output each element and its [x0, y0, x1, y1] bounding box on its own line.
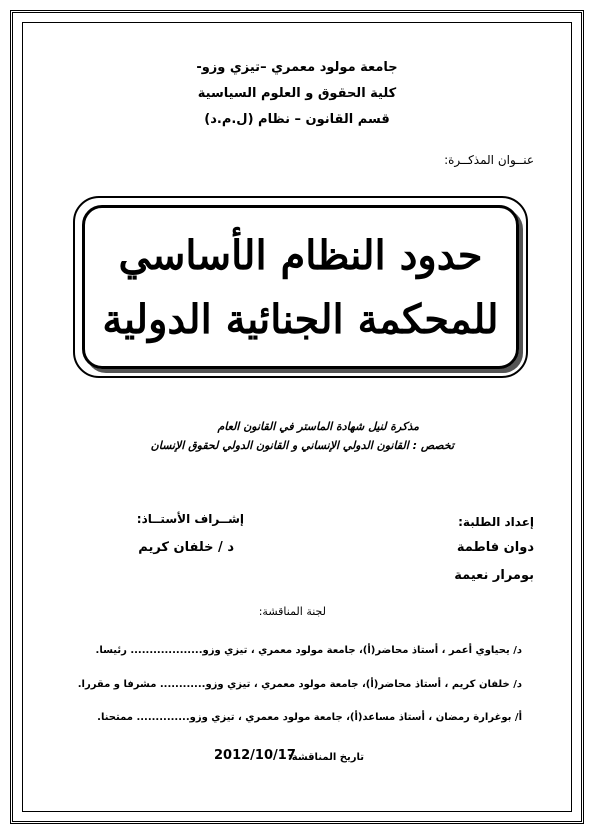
supervisor-name: د / خلفان كريم: [138, 540, 234, 555]
student-name-1: دوان فاطمة: [456, 540, 534, 555]
degree-text: مذكرة لنيل شهادة الماستر في القانون العام: [217, 420, 419, 433]
page-inner-border: [22, 22, 572, 812]
jury-label: لجنة المناقشة:: [258, 605, 326, 618]
department-name: قسم القانون – نظام (ل.م.د): [204, 112, 390, 127]
title-box-inner: [82, 205, 519, 369]
jury-member-3: أ/ بوغرارة رمضان ، أستاذ مساعد(أ)، جامعة مولود معمري ، تيزي وزو.............. ممتحنا.: [97, 712, 522, 723]
defense-date: 2012/10/17: [214, 748, 296, 763]
supervisor-label: إشــراف الأستــاذ:: [136, 512, 244, 526]
faculty-name: كلية الحقوق و العلوم السياسية: [197, 86, 397, 101]
memo-title-line-2: للمحكمة الجنائية الدولية: [102, 296, 499, 343]
university-name: جامعة مولود معمري –تيزي وزو-: [196, 60, 398, 75]
jury-member-2: د/ خلفان كريم ، أستاذ محاضر(أ)، جامعة مولود معمري ، تيزي وزو............ مشرفا و مقررا.: [77, 679, 522, 690]
memo-title-line-1: حدود النظام الأساسي: [118, 232, 483, 279]
students-label: إعداد الطلبة:: [458, 515, 534, 529]
memo-title-label: عنــوان المذكــرة:: [444, 153, 534, 167]
title-box: [73, 196, 528, 378]
specialty-text: تخصص : القانون الدولي الإنساني و القانون الدولي لحقوق الإنسان: [150, 439, 454, 452]
date-label: تاريخ المناقشة:: [287, 752, 364, 763]
jury-member-1: د/ يحياوي أعمر ، أستاذ محاضر(أ)، جامعة مولود معمري ، تيزي وزو................... رئيسا.: [95, 645, 522, 656]
student-name-2: بومرار نعيمة: [454, 568, 534, 583]
